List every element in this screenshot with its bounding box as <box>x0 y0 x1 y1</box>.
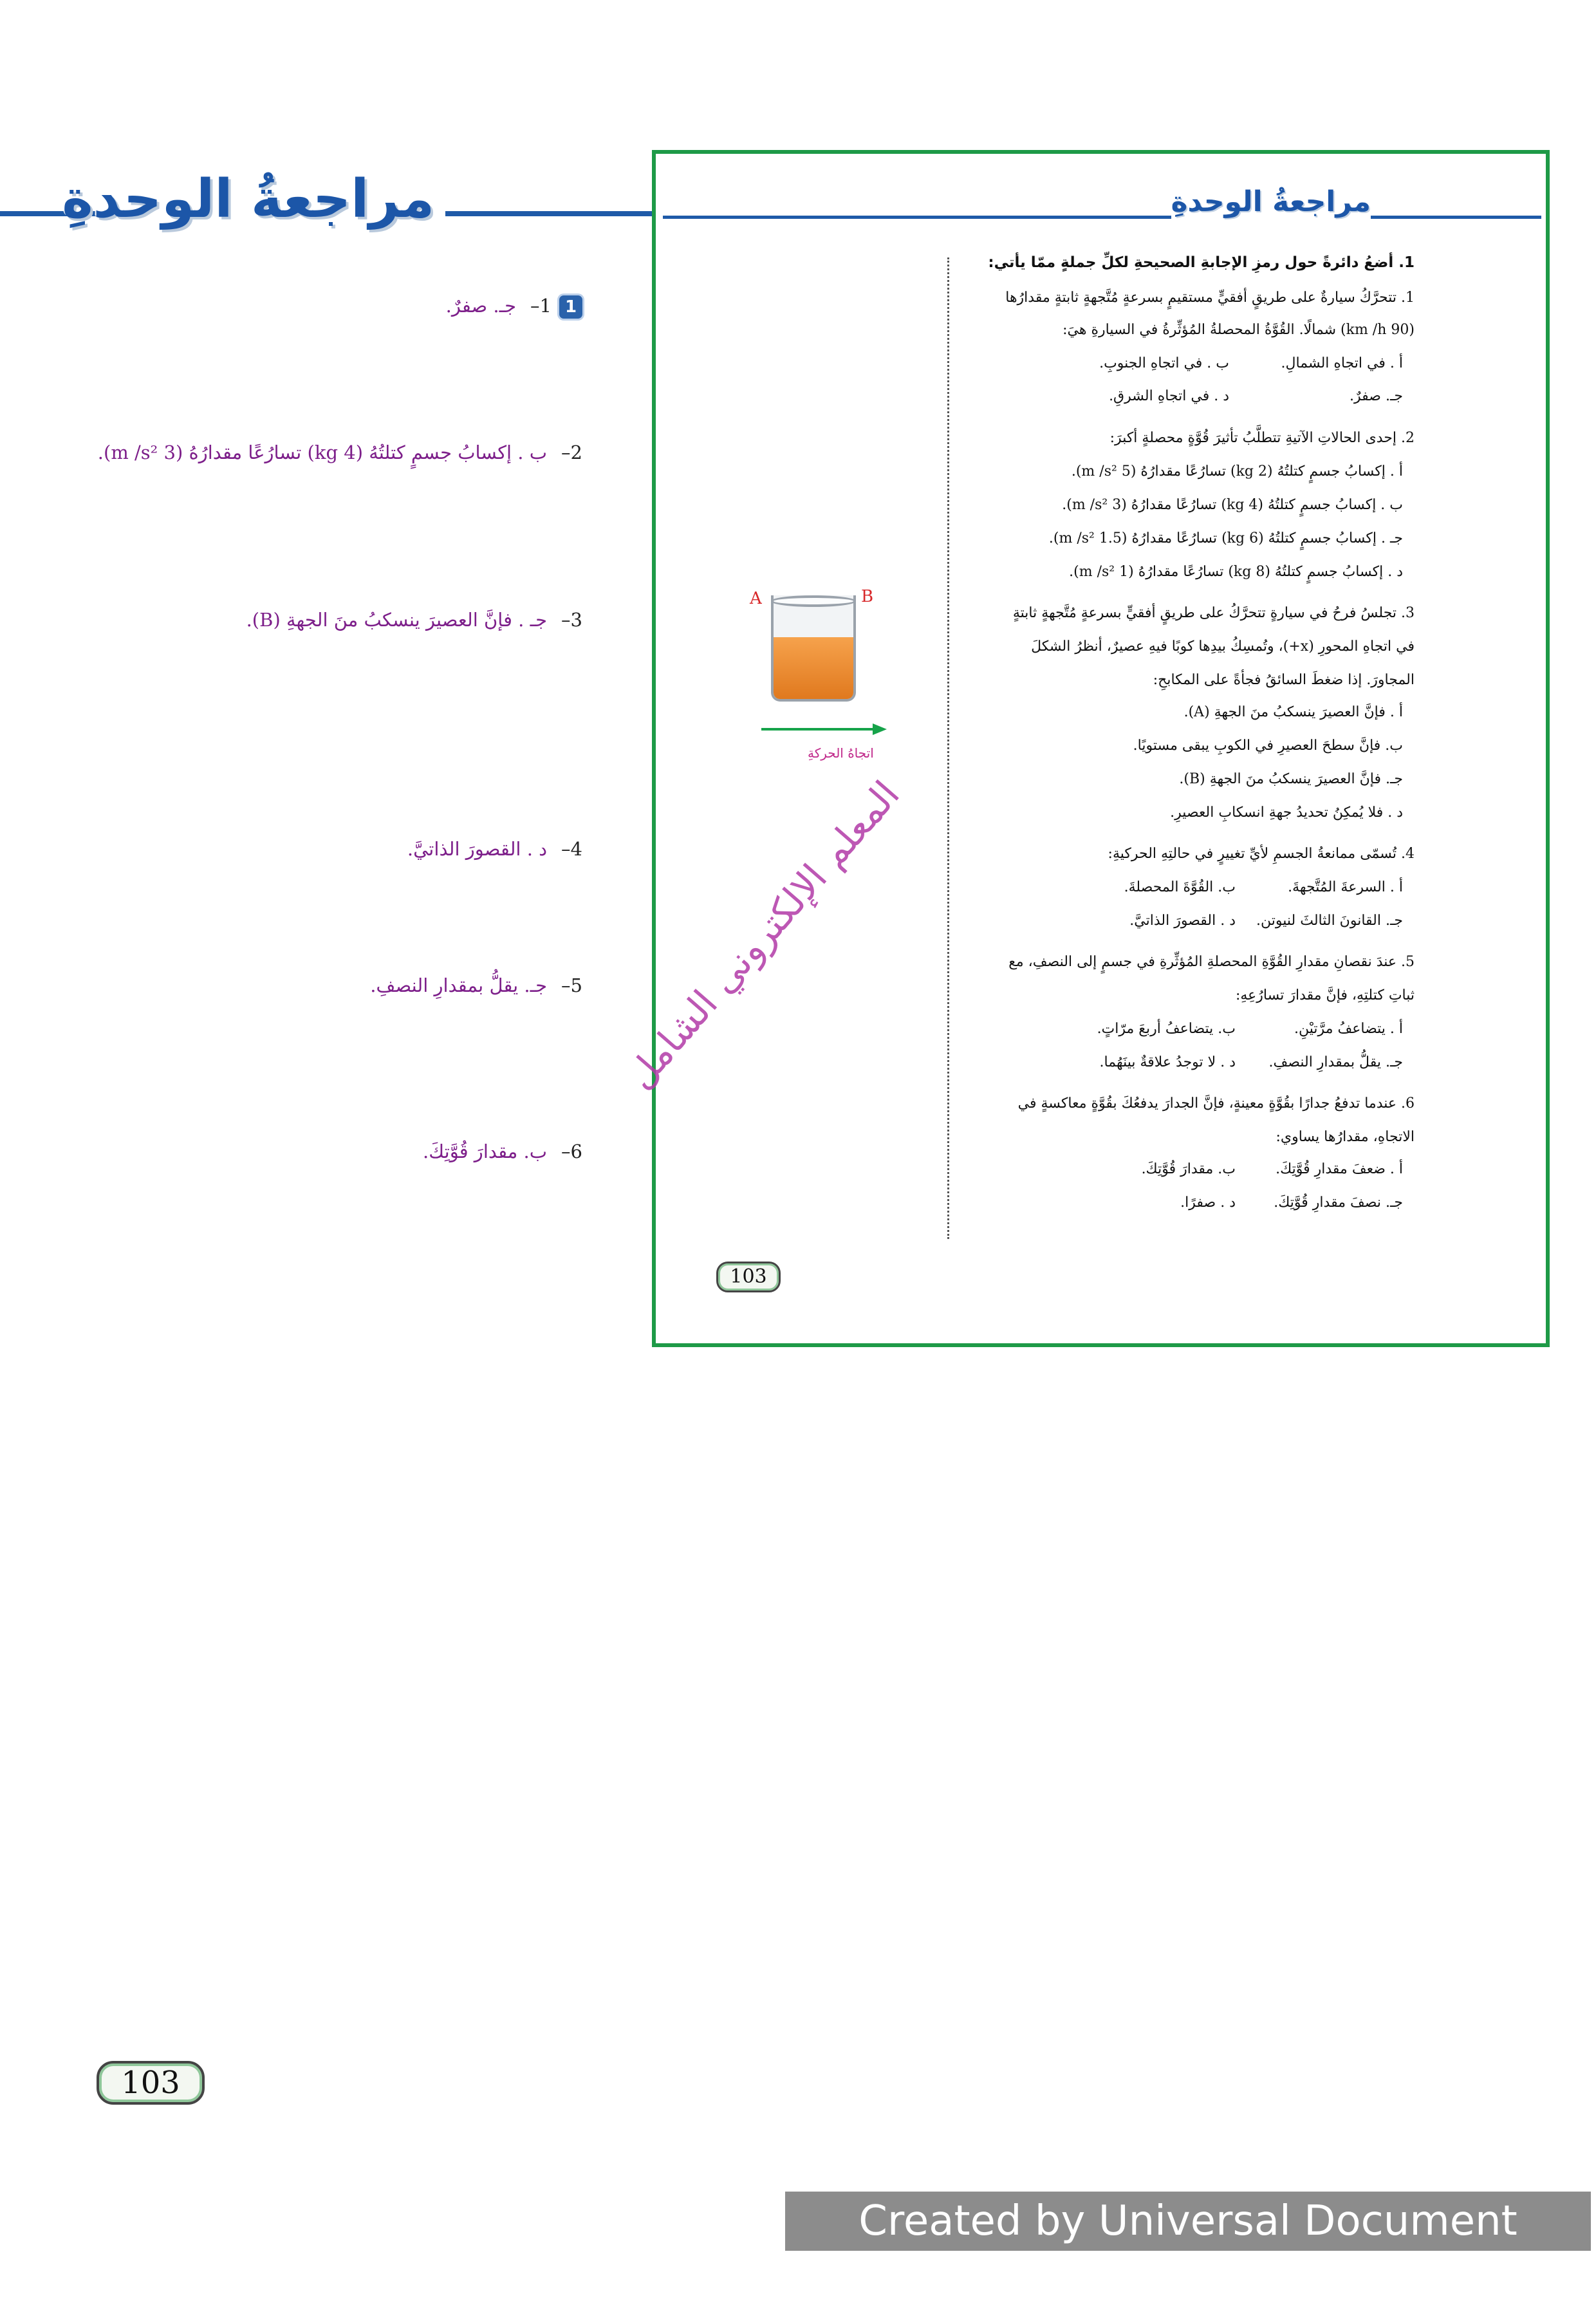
q5-option-a: أ . يتضاعفُ مرَّتيْنِ. <box>1294 1021 1403 1037</box>
q6-option-c: جـ. نصفَ مقدارِ قُوَّتِكَ. <box>1274 1195 1403 1211</box>
unit-number-badge: 1 <box>559 295 582 319</box>
q1-line-1: 1. تتحرَّكُ سيارةٌ على طريقٍ أفقيٍّ مستقيمٍ بسرعةٍ مُتَّجهةٍ ثابتةٍ مقدارُها <box>1005 290 1415 306</box>
q5-line-2: ثباتِ كتلتِهِ، فإنَّ مقدارَ تسارُعِهِ: <box>1235 987 1415 1003</box>
q2-option-b: ب . إكسابُ جسمٍ كتلتُهُ (4 kg) تسارُعًا مقدارُهُ (3 m /s²). <box>1062 497 1403 513</box>
unit-review-title: مراجعةُ الوحدةِ <box>62 169 434 230</box>
motion-direction-caption: اتجاهُ الحركةِ <box>808 745 874 761</box>
q1-option-c: جـ. صفرٌ. <box>1350 388 1403 404</box>
q2-line-1: 2. إحدى الحالاتِ الآتيةِ تتطلَّبُ تأثيرَ قُوَّةٍ محصلةٍ أكبرَ: <box>1109 430 1415 446</box>
q6-option-a: أ . ضعفَ مقدارِ قُوَّتِكَ. <box>1276 1161 1403 1177</box>
q1-option-a: أ . في اتجاهِ الشمالِ. <box>1281 355 1403 371</box>
q4-line-1: 4. تُسمّى ممانعةُ الجسمِ لأيِّ تغييرٍ في حالتِهِ الحركيةِ: <box>1108 846 1415 862</box>
q4-option-b: ب. القُوَّةَ المحصلةَ. <box>1124 879 1236 895</box>
page-number: 103 <box>97 2061 205 2105</box>
page-title-rule-right <box>1371 216 1541 219</box>
q2-option-d: د . إكسابُ جسمٍ كتلتُهُ (8 kg) تسارُعًا مقدارُهُ (1 m /s²). <box>1069 564 1403 580</box>
answer-3: 3–جـ . فإنَّ العصيرَ ينسكبُ منَ الجهةِ (B). <box>246 609 582 631</box>
question-instruction: 1. أضعُ دائرةً حول رمزِ الإجابةِ الصحيحةِ لكلِّ جملةٍ ممّا يأتي: <box>988 254 1415 271</box>
q4-option-d: د . القصورَ الذاتيَّ. <box>1129 913 1236 929</box>
q3-option-b: ب. فإنَّ سطحَ العصيرِ في الكوبِ يبقى مستويًا. <box>1133 738 1403 754</box>
q6-option-b: ب. مقدارَ قُوَّتِكَ. <box>1141 1161 1236 1177</box>
answer-2: 2–ب . إكسابُ جسمٍ كتلتُهُ (4 kg) تسارُعًا مقدارُهُ (3 m /s²). <box>97 442 582 463</box>
q3-option-c: جـ. فإنَّ العصيرَ ينسكبُ منَ الجهةِ (B). <box>1179 771 1403 787</box>
answer-text: ب . إكسابُ جسمٍ كتلتُهُ (4 kg) تسارُعًا مقدارُهُ (3 m /s²). <box>97 442 548 463</box>
q5-option-c: جـ. يقلُّ بمقدارِ النصفِ. <box>1268 1054 1403 1070</box>
juice-cup-illustration <box>771 595 856 702</box>
answer-text: جـ. يقلُّ بمقدارِ النصفِ. <box>370 974 548 996</box>
motion-arrow <box>761 728 874 731</box>
answer-6: 6–ب. مقدارَ قُوَّتِكَ. <box>423 1141 582 1162</box>
q3-option-a: أ . فإنَّ العصيرَ ينسكبُ منَ الجهةِ (A). <box>1183 704 1403 720</box>
q3-line-3: المجاورَ. إذا ضغطَ السائقُ فجأةً على المكابحِ: <box>1153 672 1415 688</box>
q1-option-d: د . في اتجاهِ الشرقِ. <box>1109 388 1229 404</box>
q5-option-d: د . لا توجدُ علاقةٌ بينَهُما. <box>1099 1054 1236 1070</box>
answer-text: د . القصورَ الذاتيَّ. <box>407 838 548 860</box>
motion-arrow-head <box>873 723 887 735</box>
q5-line-1: 5. عندَ نقصانِ مقدارِ القُوَّةِ المحصلةِ المُؤثِّرةِ في جسمٍ إلى النصفِ، مع <box>1008 954 1415 970</box>
juice-liquid <box>774 637 853 699</box>
figure-label-b: B <box>861 587 874 606</box>
q3-line-2: في اتجاهِ المحورِ (x+)، وتُمسِكُ بيدِها كوبًا فيهِ عصيرٌ، أنظرُ الشكلَ <box>1031 638 1415 655</box>
q6-line-2: الاتجاهِ، مقدارُها يساوي: <box>1276 1129 1415 1145</box>
inner-page-number: 103 <box>716 1262 781 1292</box>
answer-text: جـ . فإنَّ العصيرَ ينسكبُ منَ الجهةِ (B). <box>246 609 548 631</box>
cup-rim <box>771 595 856 607</box>
q3-line-1: 3. تجلسُ فرحُ في سيارةٍ تتحرَّكُ على طريقٍ أفقيٍّ بسرعةٍ مُتَّجهةٍ ثابتةٍ <box>1012 605 1415 621</box>
q4-option-a: أ . السرعةَ المُتَّجهةَ. <box>1288 879 1403 895</box>
column-divider <box>947 257 949 1239</box>
q2-option-c: جـ . إكسابُ جسمٍ كتلتُهُ (6 kg) تسارُعًا مقدارُهُ (1.5 m /s²). <box>1048 530 1403 546</box>
answer-1: 11–جـ. صفرٌ. <box>446 295 582 319</box>
title-rule-right <box>445 211 653 216</box>
figure-label-a: A <box>750 589 762 608</box>
q6-option-d: د . صفرًا. <box>1180 1195 1236 1211</box>
answer-4: 4–د . القصورَ الذاتيَّ. <box>407 838 582 860</box>
q1-line-2: (90 km /h) شمالًا. القُوَّةُ المحصلةُ المُؤثِّرةُ في السيارةِ هيَ: <box>1062 322 1415 338</box>
page-title: مراجعةُ الوحدةِ <box>1171 185 1371 218</box>
q2-option-a: أ . إكسابُ جسمٍ كتلتُهُ (2 kg) تسارُعًا مقدارُهُ (5 m /s²). <box>1071 463 1403 480</box>
q6-line-1: 6. عندما تدفعُ جدارًا بقُوَّةٍ معينةٍ، فإنَّ الجدارَ يدفعُكَ بقُوَّةٍ معاكسةٍ في <box>1017 1095 1415 1112</box>
q3-option-d: د . فلا يُمكِنُ تحديدُ جهةِ انسكابِ العصيرِ. <box>1170 805 1403 821</box>
q1-option-b: ب . في اتجاهِ الجنوبِ. <box>1099 355 1229 371</box>
watermark-text: المعلم الإلكتروني الشامل <box>618 772 908 1097</box>
q5-option-b: ب. يتضاعفُ أربعَ مرّاتٍ. <box>1097 1021 1236 1037</box>
answer-5: 5–جـ. يقلُّ بمقدارِ النصفِ. <box>370 974 582 996</box>
answer-text: ب. مقدارَ قُوَّتِكَ. <box>423 1141 548 1162</box>
answer-text: جـ. صفرٌ. <box>445 295 517 317</box>
page-title-rule-left <box>663 216 1171 219</box>
converter-footer: Created by Universal Document Converter <box>785 2192 1591 2251</box>
q4-option-c: جـ. القانونَ الثالثَ لنيوتن. <box>1256 913 1403 929</box>
